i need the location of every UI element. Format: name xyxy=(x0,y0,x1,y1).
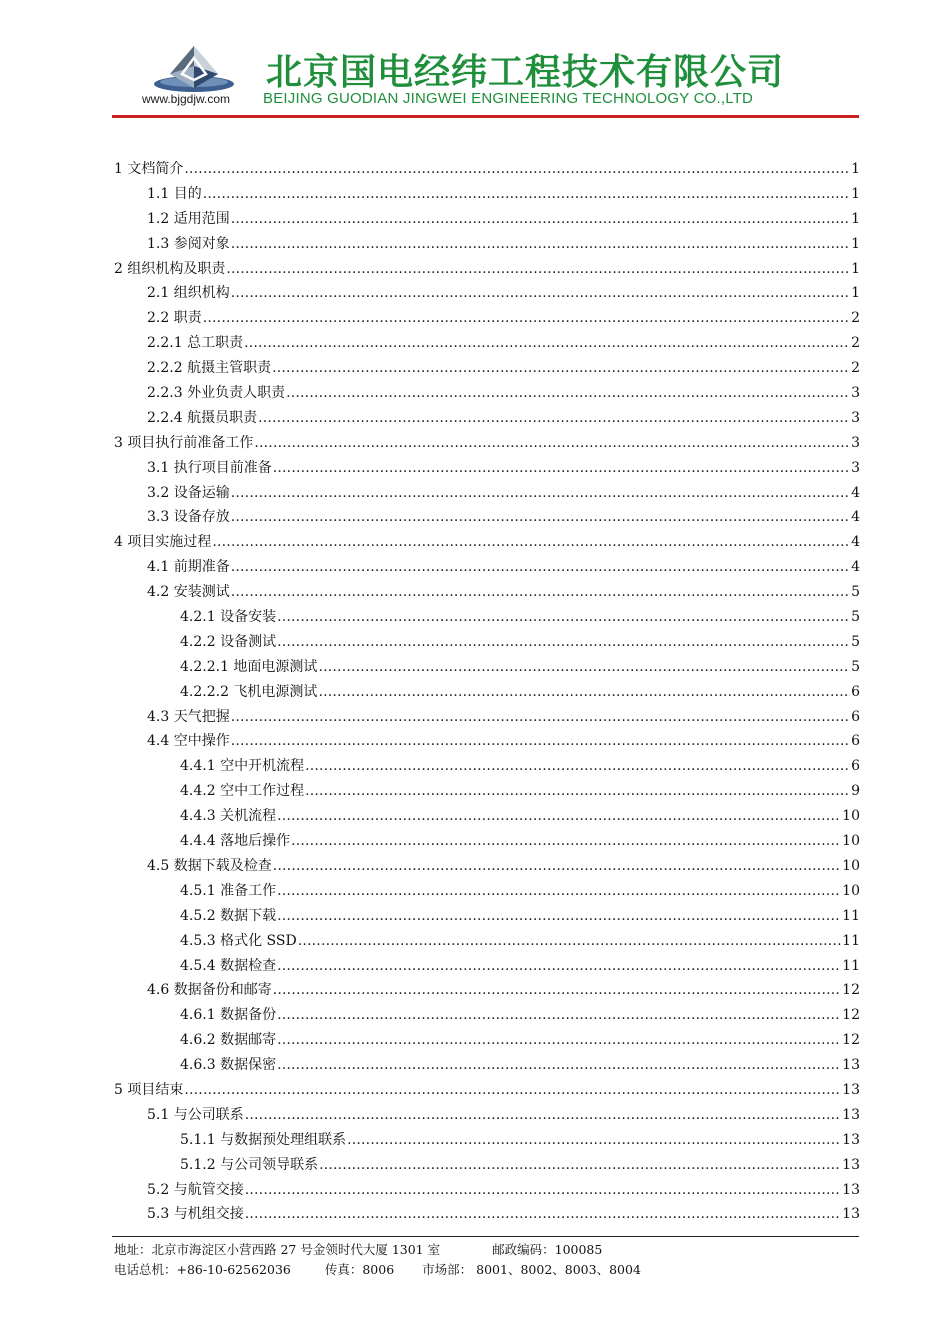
toc-entry[interactable] xyxy=(114,530,860,555)
toc-leader-dots xyxy=(226,257,850,282)
toc-leader-dots xyxy=(244,331,850,356)
toc-entry-page: 1 xyxy=(851,285,860,302)
toc-entry[interactable] xyxy=(114,954,860,979)
toc-entry[interactable] xyxy=(114,381,860,406)
toc-entry[interactable] xyxy=(114,1178,860,1203)
toc-entry-label: 3.2 设备运输 xyxy=(147,484,230,501)
footer-line-1 xyxy=(114,1240,641,1260)
toc-entry-page: 6 xyxy=(851,708,860,725)
toc-leader-dots xyxy=(318,655,850,680)
toc-entry[interactable] xyxy=(114,331,860,356)
toc-entry-label: 4.5 数据下载及检查 xyxy=(147,857,272,874)
toc-leader-dots xyxy=(231,555,850,580)
toc-entry-label: 4.6.1 数据备份 xyxy=(180,1007,277,1024)
toc-entry-page: 9 xyxy=(851,783,860,800)
toc-leader-dots xyxy=(184,1078,841,1103)
toc-entry[interactable] xyxy=(114,630,860,655)
toc-entry-page: 4 xyxy=(851,484,860,501)
company-name-en: BEIJING GUODIAN JINGWEI ENGINEERING TECHNOLOGY CO.,LTD xyxy=(263,90,754,107)
toc-entry-page: 4 xyxy=(851,559,860,576)
footer-phone: 电话总机：+86-10-62562036 xyxy=(114,1262,291,1277)
toc-entry-page: 1 xyxy=(851,185,860,202)
toc-leader-dots xyxy=(273,854,841,879)
toc-entry[interactable] xyxy=(114,705,860,730)
toc-entry-page: 10 xyxy=(842,833,860,850)
toc-entry-label: 4 项目实施过程 xyxy=(114,534,212,551)
toc-entry-label: 4.4 空中操作 xyxy=(147,733,230,750)
toc-leader-dots xyxy=(298,929,841,954)
toc-leader-dots xyxy=(277,804,841,829)
toc-entry-label: 5.1.1 与数据预处理组联系 xyxy=(180,1131,347,1148)
toc-entry-label: 4.2 安装测试 xyxy=(147,584,230,601)
toc-entry-label: 4.2.2.1 地面电源测试 xyxy=(180,658,318,675)
toc-entry-page: 6 xyxy=(851,758,860,775)
toc-leader-dots xyxy=(277,1053,841,1078)
toc-entry-page: 4 xyxy=(851,509,860,526)
toc-entry-page: 11 xyxy=(842,957,860,974)
toc-leader-dots xyxy=(254,431,850,456)
toc-leader-dots xyxy=(231,705,850,730)
toc-entry-page: 13 xyxy=(842,1106,860,1123)
toc-leader-dots xyxy=(273,456,850,481)
toc-leader-dots xyxy=(277,1028,841,1053)
toc-entry-label: 1 文档简介 xyxy=(114,161,184,177)
toc-entry-label: 2.2 职责 xyxy=(147,310,202,327)
toc-leader-dots xyxy=(258,406,850,431)
toc-leader-dots xyxy=(277,904,841,929)
toc-leader-dots xyxy=(231,580,850,605)
toc-leader-dots xyxy=(286,381,850,406)
toc-entry-page: 5 xyxy=(851,584,860,601)
toc-leader-dots xyxy=(212,530,850,555)
toc-leader-dots xyxy=(277,605,850,630)
toc-entry-page: 11 xyxy=(842,907,860,924)
toc-entry-page: 12 xyxy=(842,982,860,999)
toc-entry[interactable] xyxy=(114,1028,860,1053)
toc-entry-label: 1.3 参阅对象 xyxy=(147,235,230,252)
toc-entry-page: 13 xyxy=(842,1081,860,1098)
toc-leader-dots xyxy=(272,356,850,381)
toc-entry[interactable] xyxy=(114,1128,860,1153)
toc-entry-page: 1 xyxy=(851,161,860,177)
toc-leader-dots xyxy=(291,829,841,854)
table-of-contents xyxy=(114,157,860,1227)
toc-entry-page: 1 xyxy=(851,235,860,252)
toc-entry-label: 3.1 执行项目前准备 xyxy=(147,459,272,476)
toc-entry-label: 2.2.1 总工职责 xyxy=(147,335,244,352)
toc-entry[interactable] xyxy=(114,207,860,232)
toc-entry-label: 4.6 数据备份和邮寄 xyxy=(147,982,272,999)
toc-entry[interactable] xyxy=(114,356,860,381)
toc-entry[interactable] xyxy=(114,978,860,1003)
toc-entry-label: 4.5.3 格式化 SSD xyxy=(180,932,297,949)
toc-entry-page: 4 xyxy=(851,534,860,551)
toc-leader-dots xyxy=(231,207,850,232)
footer-address: 地址：北京市海淀区小营西路 27 号金领时代大厦 1301 室 xyxy=(114,1242,441,1257)
toc-entry-label: 2.2.2 航摄主管职责 xyxy=(147,360,272,377)
toc-leader-dots xyxy=(277,954,841,979)
toc-leader-dots xyxy=(305,779,850,804)
toc-entry[interactable] xyxy=(114,505,860,530)
toc-entry-label: 4.2.2.2 飞机电源测试 xyxy=(180,683,318,700)
toc-entry-page: 13 xyxy=(842,1206,860,1223)
toc-leader-dots xyxy=(277,630,850,655)
toc-entry-label: 4.3 天气把握 xyxy=(147,708,230,725)
toc-entry[interactable] xyxy=(114,182,860,207)
toc-entry-label: 2.2.3 外业负责人职责 xyxy=(147,385,286,402)
toc-leader-dots xyxy=(203,182,850,207)
toc-entry-label: 5.3 与机组交接 xyxy=(147,1206,244,1223)
toc-entry-label: 4.6.2 数据邮寄 xyxy=(180,1032,277,1049)
toc-entry[interactable] xyxy=(114,232,860,257)
header-divider xyxy=(112,115,859,118)
toc-leader-dots xyxy=(305,754,850,779)
toc-entry-label: 4.5.1 准备工作 xyxy=(180,882,277,899)
toc-entry[interactable] xyxy=(114,306,860,331)
toc-entry[interactable] xyxy=(114,854,860,879)
toc-entry-page: 1 xyxy=(851,260,860,277)
toc-entry-page: 6 xyxy=(851,733,860,750)
toc-entry[interactable] xyxy=(114,904,860,929)
toc-entry-page: 13 xyxy=(842,1131,860,1148)
toc-entry[interactable] xyxy=(114,481,860,506)
toc-entry-page: 3 xyxy=(851,409,860,426)
toc-entry-label: 4.4.4 落地后操作 xyxy=(180,833,291,850)
toc-entry[interactable] xyxy=(114,655,860,680)
toc-leader-dots xyxy=(273,978,841,1003)
toc-entry-page: 3 xyxy=(851,459,860,476)
toc-entry-label: 5 项目结束 xyxy=(114,1081,184,1098)
toc-entry[interactable] xyxy=(114,804,860,829)
toc-entry[interactable] xyxy=(114,157,860,182)
toc-entry-page: 6 xyxy=(851,683,860,700)
toc-entry-label: 4.2.2 设备测试 xyxy=(180,633,277,650)
toc-entry-page: 1 xyxy=(851,210,860,227)
toc-entry-label: 4.4.1 空中开机流程 xyxy=(180,758,305,775)
toc-entry-label: 3.3 设备存放 xyxy=(147,509,230,526)
toc-leader-dots xyxy=(245,1202,841,1227)
company-name-cn: 北京国电经纬工程技术有限公司 xyxy=(266,52,785,93)
toc-entry[interactable] xyxy=(114,555,860,580)
toc-leader-dots xyxy=(203,306,850,331)
toc-entry[interactable] xyxy=(114,680,860,705)
footer-market: 市场部： 8001、8002、8003、8004 xyxy=(422,1262,641,1277)
toc-entry[interactable] xyxy=(114,1202,860,1227)
toc-entry[interactable] xyxy=(114,829,860,854)
toc-leader-dots xyxy=(319,1153,841,1178)
toc-leader-dots xyxy=(231,481,850,506)
toc-leader-dots xyxy=(231,281,850,306)
toc-entry-page: 2 xyxy=(851,360,860,377)
toc-entry-page: 13 xyxy=(842,1156,860,1173)
toc-entry-page: 10 xyxy=(842,808,860,825)
toc-entry[interactable] xyxy=(114,406,860,431)
toc-entry-page: 3 xyxy=(851,385,860,402)
toc-entry-label: 4.6.3 数据保密 xyxy=(180,1057,277,1074)
toc-entry-label: 5.2 与航管交接 xyxy=(147,1181,244,1198)
toc-leader-dots xyxy=(184,157,850,182)
toc-entry[interactable] xyxy=(114,257,860,282)
toc-entry-page: 12 xyxy=(842,1007,860,1024)
footer-fax: 传真：8006 xyxy=(324,1262,395,1277)
toc-entry-page: 3 xyxy=(851,434,860,451)
toc-entry[interactable] xyxy=(114,729,860,754)
toc-leader-dots xyxy=(277,879,841,904)
toc-entry[interactable] xyxy=(114,580,860,605)
footer-postcode: 邮政编码：100085 xyxy=(492,1242,603,1257)
footer-divider xyxy=(112,1236,859,1237)
toc-leader-dots xyxy=(318,680,850,705)
toc-entry-label: 5.1.2 与公司领导联系 xyxy=(180,1156,319,1173)
toc-entry-page: 2 xyxy=(851,310,860,327)
toc-entry[interactable] xyxy=(114,754,860,779)
toc-leader-dots xyxy=(231,505,850,530)
toc-entry[interactable] xyxy=(114,779,860,804)
toc-entry-page: 2 xyxy=(851,335,860,352)
toc-entry-label: 4.5.2 数据下载 xyxy=(180,907,277,924)
toc-entry-page: 13 xyxy=(842,1057,860,1074)
toc-entry[interactable] xyxy=(114,431,860,456)
toc-entry[interactable] xyxy=(114,1103,860,1128)
page-header xyxy=(0,0,950,125)
toc-entry-label: 2.1 组织机构 xyxy=(147,285,230,302)
company-logo-icon xyxy=(148,44,240,96)
toc-entry-label: 4.2.1 设备安装 xyxy=(180,609,277,626)
toc-entry[interactable] xyxy=(114,1153,860,1178)
toc-entry[interactable] xyxy=(114,1003,860,1028)
toc-entry[interactable] xyxy=(114,281,860,306)
toc-entry-label: 1.2 适用范围 xyxy=(147,210,230,227)
toc-leader-dots xyxy=(231,232,850,257)
toc-entry-page: 13 xyxy=(842,1181,860,1198)
toc-entry-label: 4.4.2 空中工作过程 xyxy=(180,783,305,800)
page-footer xyxy=(114,1240,641,1280)
footer-line-2 xyxy=(114,1260,641,1280)
toc-entry[interactable] xyxy=(114,456,860,481)
toc-entry-label: 4.1 前期准备 xyxy=(147,559,230,576)
toc-entry-page: 5 xyxy=(851,609,860,626)
toc-leader-dots xyxy=(277,1003,841,1028)
toc-entry-label: 1.1 目的 xyxy=(147,185,202,202)
toc-entry-page: 10 xyxy=(842,857,860,874)
toc-entry-page: 10 xyxy=(842,882,860,899)
toc-entry-label: 5.1 与公司联系 xyxy=(147,1106,244,1123)
toc-entry[interactable] xyxy=(114,879,860,904)
toc-entry-label: 4.5.4 数据检查 xyxy=(180,957,277,974)
toc-entry-page: 5 xyxy=(851,633,860,650)
toc-entry-label: 3 项目执行前准备工作 xyxy=(114,434,254,451)
toc-leader-dots xyxy=(245,1178,841,1203)
toc-leader-dots xyxy=(231,729,850,754)
toc-entry-page: 11 xyxy=(842,932,860,949)
toc-leader-dots xyxy=(347,1128,841,1153)
toc-entry[interactable] xyxy=(114,605,860,630)
toc-entry[interactable] xyxy=(114,1053,860,1078)
toc-entry-page: 12 xyxy=(842,1032,860,1049)
toc-leader-dots xyxy=(245,1103,841,1128)
toc-entry-page: 5 xyxy=(851,658,860,675)
toc-entry[interactable] xyxy=(114,1078,860,1103)
toc-entry[interactable] xyxy=(114,929,860,954)
toc-entry-label: 2.2.4 航摄员职责 xyxy=(147,409,258,426)
toc-entry-label: 4.4.3 关机流程 xyxy=(180,808,277,825)
toc-entry-label: 2 组织机构及职责 xyxy=(114,260,226,277)
company-website: www.bjgdjw.com xyxy=(142,92,231,106)
